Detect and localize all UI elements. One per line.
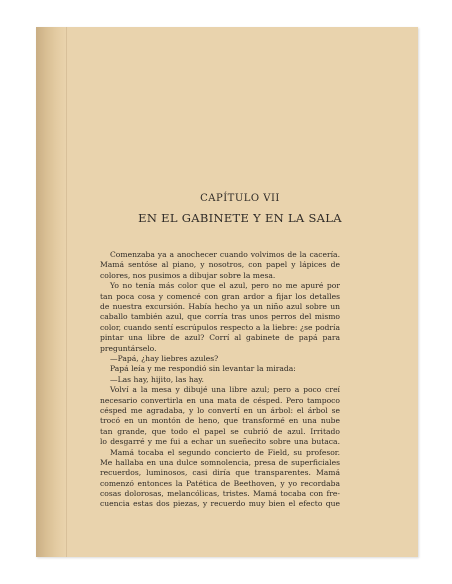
- body-line: de nuestra excursión. Había hecho ya un niño azul sobre un: [100, 301, 340, 311]
- chapter-number: CAPÍTULO VII: [200, 193, 280, 204]
- body-line: cosas dolorosas, melancólicas, tristes. Mamá tocaba con fre-: [100, 489, 340, 499]
- body-line: Me hallaba en una dulce somnolencia, presa de superficiales: [100, 457, 340, 467]
- body-line: caballo también azul, que corría tras unos perros del mismo: [100, 312, 340, 322]
- page-gutter-shadow: [36, 27, 66, 557]
- chapter-title: EN EL GABINETE Y EN LA SALA: [138, 211, 342, 225]
- body-line: Yo no tenía más color que el azul, pero no me apuré por: [110, 281, 340, 291]
- body-line: cuencia estas dos piezas, y recuerdo muy bien el efecto que: [100, 499, 340, 509]
- body-line: recuerdos, luminosos, casi diría que transparentes. Mamá: [100, 468, 340, 478]
- body-line: pintar una libre de azul? Corrí al gabinete de papá para: [100, 333, 340, 343]
- body-line: necesario convertirla en una mata de césped. Pero tampoco: [100, 395, 340, 405]
- body-line: Papá leía y me respondió sin levantar la mirada:: [110, 364, 296, 374]
- body-line: tan grande, que todo el papel se cubrió de azul. Irritado: [100, 426, 340, 436]
- body-line: trocó en un montón de heno, que transformé en una nube: [100, 416, 340, 426]
- page-fold: [66, 27, 67, 557]
- body-line: Mamá tocaba el segundo concierto de Field, su profesor.: [110, 447, 340, 457]
- chapter-body: [100, 250, 340, 510]
- body-line: césped me agradaba, y lo convertí en un árbol: el árbol se: [100, 405, 340, 415]
- body-line: colores, nos pusimos a dibujar sobre la mesa.: [100, 270, 276, 280]
- body-line: lo desgarré y me fui a echar un sueñecito sobre una butaca.: [100, 437, 340, 447]
- body-line: Comenzaba ya a anochecer cuando volvimos de la cacería.: [110, 250, 340, 259]
- body-line: Mamá sentóse al piano, y nosotros, con papel y lápices de: [100, 260, 340, 270]
- body-line: tan poca cosa y comencé con gran ardor a fijar los detalles: [100, 291, 340, 301]
- body-line: —Las hay, hijito, las hay.: [110, 374, 204, 384]
- body-line: preguntárselo.: [100, 343, 157, 353]
- body-line: color, cuando sentí escrúpulos respecto a la liebre: ¿se podría: [100, 322, 340, 332]
- body-line: —Papá, ¿hay liebres azules?: [110, 353, 219, 363]
- body-line: comenzó entonces la Patética de Beethoven, y yo recordaba: [100, 478, 340, 488]
- body-line: Volví a la mesa y dibujé una libre azul; pero a poco creí: [110, 385, 340, 395]
